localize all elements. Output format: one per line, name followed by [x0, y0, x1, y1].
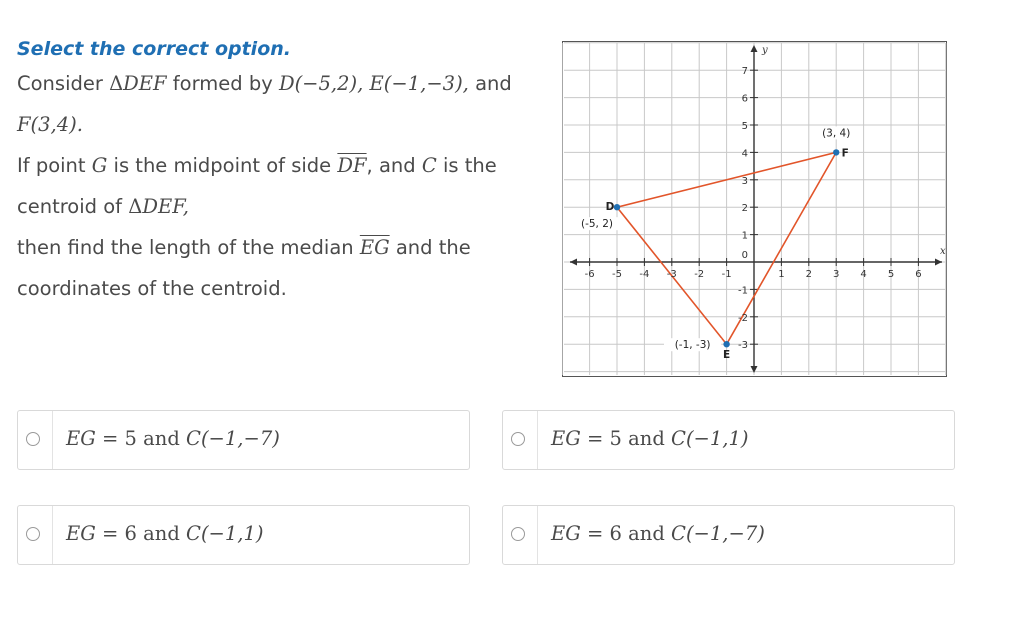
question-line-4: [17, 195, 189, 218]
y-tick-label: 2: [741, 203, 748, 215]
point-coordinates: F(3,4).: [17, 113, 83, 136]
radio-cell: [18, 506, 53, 564]
question-text: and: [468, 72, 512, 95]
option-eq: = 6 and: [95, 522, 187, 545]
x-tick-label: -5: [612, 269, 622, 280]
point-e: [723, 341, 729, 347]
question-line-2: [17, 113, 83, 136]
question-text: coordinates of the centroid.: [17, 277, 287, 300]
option-b[interactable]: [502, 410, 955, 470]
option-rhs: C(−1,−7): [671, 522, 765, 545]
option-d[interactable]: [502, 505, 955, 565]
triangle-symbol: Δ: [128, 195, 143, 218]
option-rhs: C(−1,1): [671, 427, 749, 450]
radio-cell: [503, 411, 538, 469]
x-tick-label: -2: [694, 269, 705, 280]
x-tick-label: -1: [721, 269, 732, 280]
option-eq: = 5 and: [95, 427, 187, 450]
option-eq: = 6 and: [580, 522, 672, 545]
origin-label: 0: [741, 250, 748, 261]
x-axis-label: x: [940, 246, 946, 257]
coordinate-graph: [562, 41, 947, 377]
radio-cell: [503, 506, 538, 564]
question-text: centroid of: [17, 195, 129, 218]
question-line-6: [17, 277, 287, 300]
question-line-3: [17, 154, 497, 177]
option-eq: = 5 and: [580, 427, 672, 450]
segment-name: $\overline{DF}$: [337, 154, 367, 177]
x-tick-label: 4: [860, 269, 867, 280]
option-rhs: C(−1,−7): [186, 427, 280, 450]
option-text: [66, 522, 264, 545]
option-text: [551, 522, 765, 545]
point-f-coords: (3, 4): [822, 127, 851, 140]
point-name: C: [421, 154, 437, 177]
y-axis-label: y: [762, 45, 768, 56]
triangle-name: DEF: [123, 72, 167, 95]
option-lhs: EG: [66, 427, 96, 450]
question-text: and the: [389, 236, 471, 259]
segment-name: $\overline{EG}$: [359, 236, 390, 259]
question-text: is the: [436, 154, 497, 177]
option-rhs: C(−1,1): [186, 522, 264, 545]
y-tick-label: 5: [741, 121, 748, 132]
radio-button[interactable]: [26, 432, 40, 446]
option-text: [66, 427, 280, 450]
x-tick-label: 1: [778, 269, 785, 280]
option-text: [551, 427, 749, 450]
question-text: , and: [366, 154, 422, 177]
y-tick-label: 3: [741, 175, 748, 187]
x-tick-label: -4: [639, 269, 650, 280]
x-tick-label: 5: [887, 269, 895, 280]
question-text: Consider: [17, 72, 110, 95]
point-e-label: E: [723, 349, 731, 362]
option-a[interactable]: [17, 410, 470, 470]
triangle-name: DEF,: [142, 195, 189, 218]
option-lhs: EG: [551, 522, 581, 545]
point-d-coords: (-5, 2): [580, 218, 614, 231]
option-lhs: EG: [66, 522, 96, 545]
y-tick-label: 4: [741, 148, 748, 160]
question-line-5: [17, 236, 471, 259]
radio-button[interactable]: [511, 432, 525, 446]
point-d-label: D: [605, 201, 615, 214]
x-tick-label: -3: [666, 269, 677, 280]
radio-cell: [18, 411, 53, 469]
y-tick-label: 6: [741, 93, 748, 105]
question-text: formed by: [166, 72, 279, 95]
y-tick-label: -3: [738, 340, 748, 352]
question-text: then find the length of the median: [17, 236, 360, 259]
x-tick-label: 3: [833, 269, 840, 280]
point-e-coords: (-1, -3): [674, 339, 711, 352]
x-tick-label: 6: [915, 269, 922, 280]
instruction-heading: Select the correct option.: [17, 38, 291, 60]
option-lhs: EG: [551, 427, 581, 450]
point-f: [833, 149, 839, 155]
point-coordinates: D(−5,2), E(−1,−3),: [278, 72, 469, 95]
point-name: G: [91, 154, 108, 177]
radio-button[interactable]: [26, 527, 40, 541]
option-c[interactable]: [17, 505, 470, 565]
point-f-label: F: [841, 147, 849, 160]
y-tick-label: 1: [741, 230, 748, 242]
y-tick-label: -2: [738, 312, 748, 324]
question-text: If point: [17, 154, 92, 177]
triangle-symbol: Δ: [109, 72, 124, 95]
y-tick-label: -1: [738, 285, 748, 297]
x-tick-label: 2: [805, 269, 812, 280]
x-tick-label: -6: [584, 269, 595, 280]
y-tick-label: 7: [741, 66, 748, 78]
point-d: [614, 204, 620, 210]
question-line-1: [17, 72, 512, 95]
radio-button[interactable]: [511, 527, 525, 541]
question-text: is the midpoint of side: [107, 154, 338, 177]
